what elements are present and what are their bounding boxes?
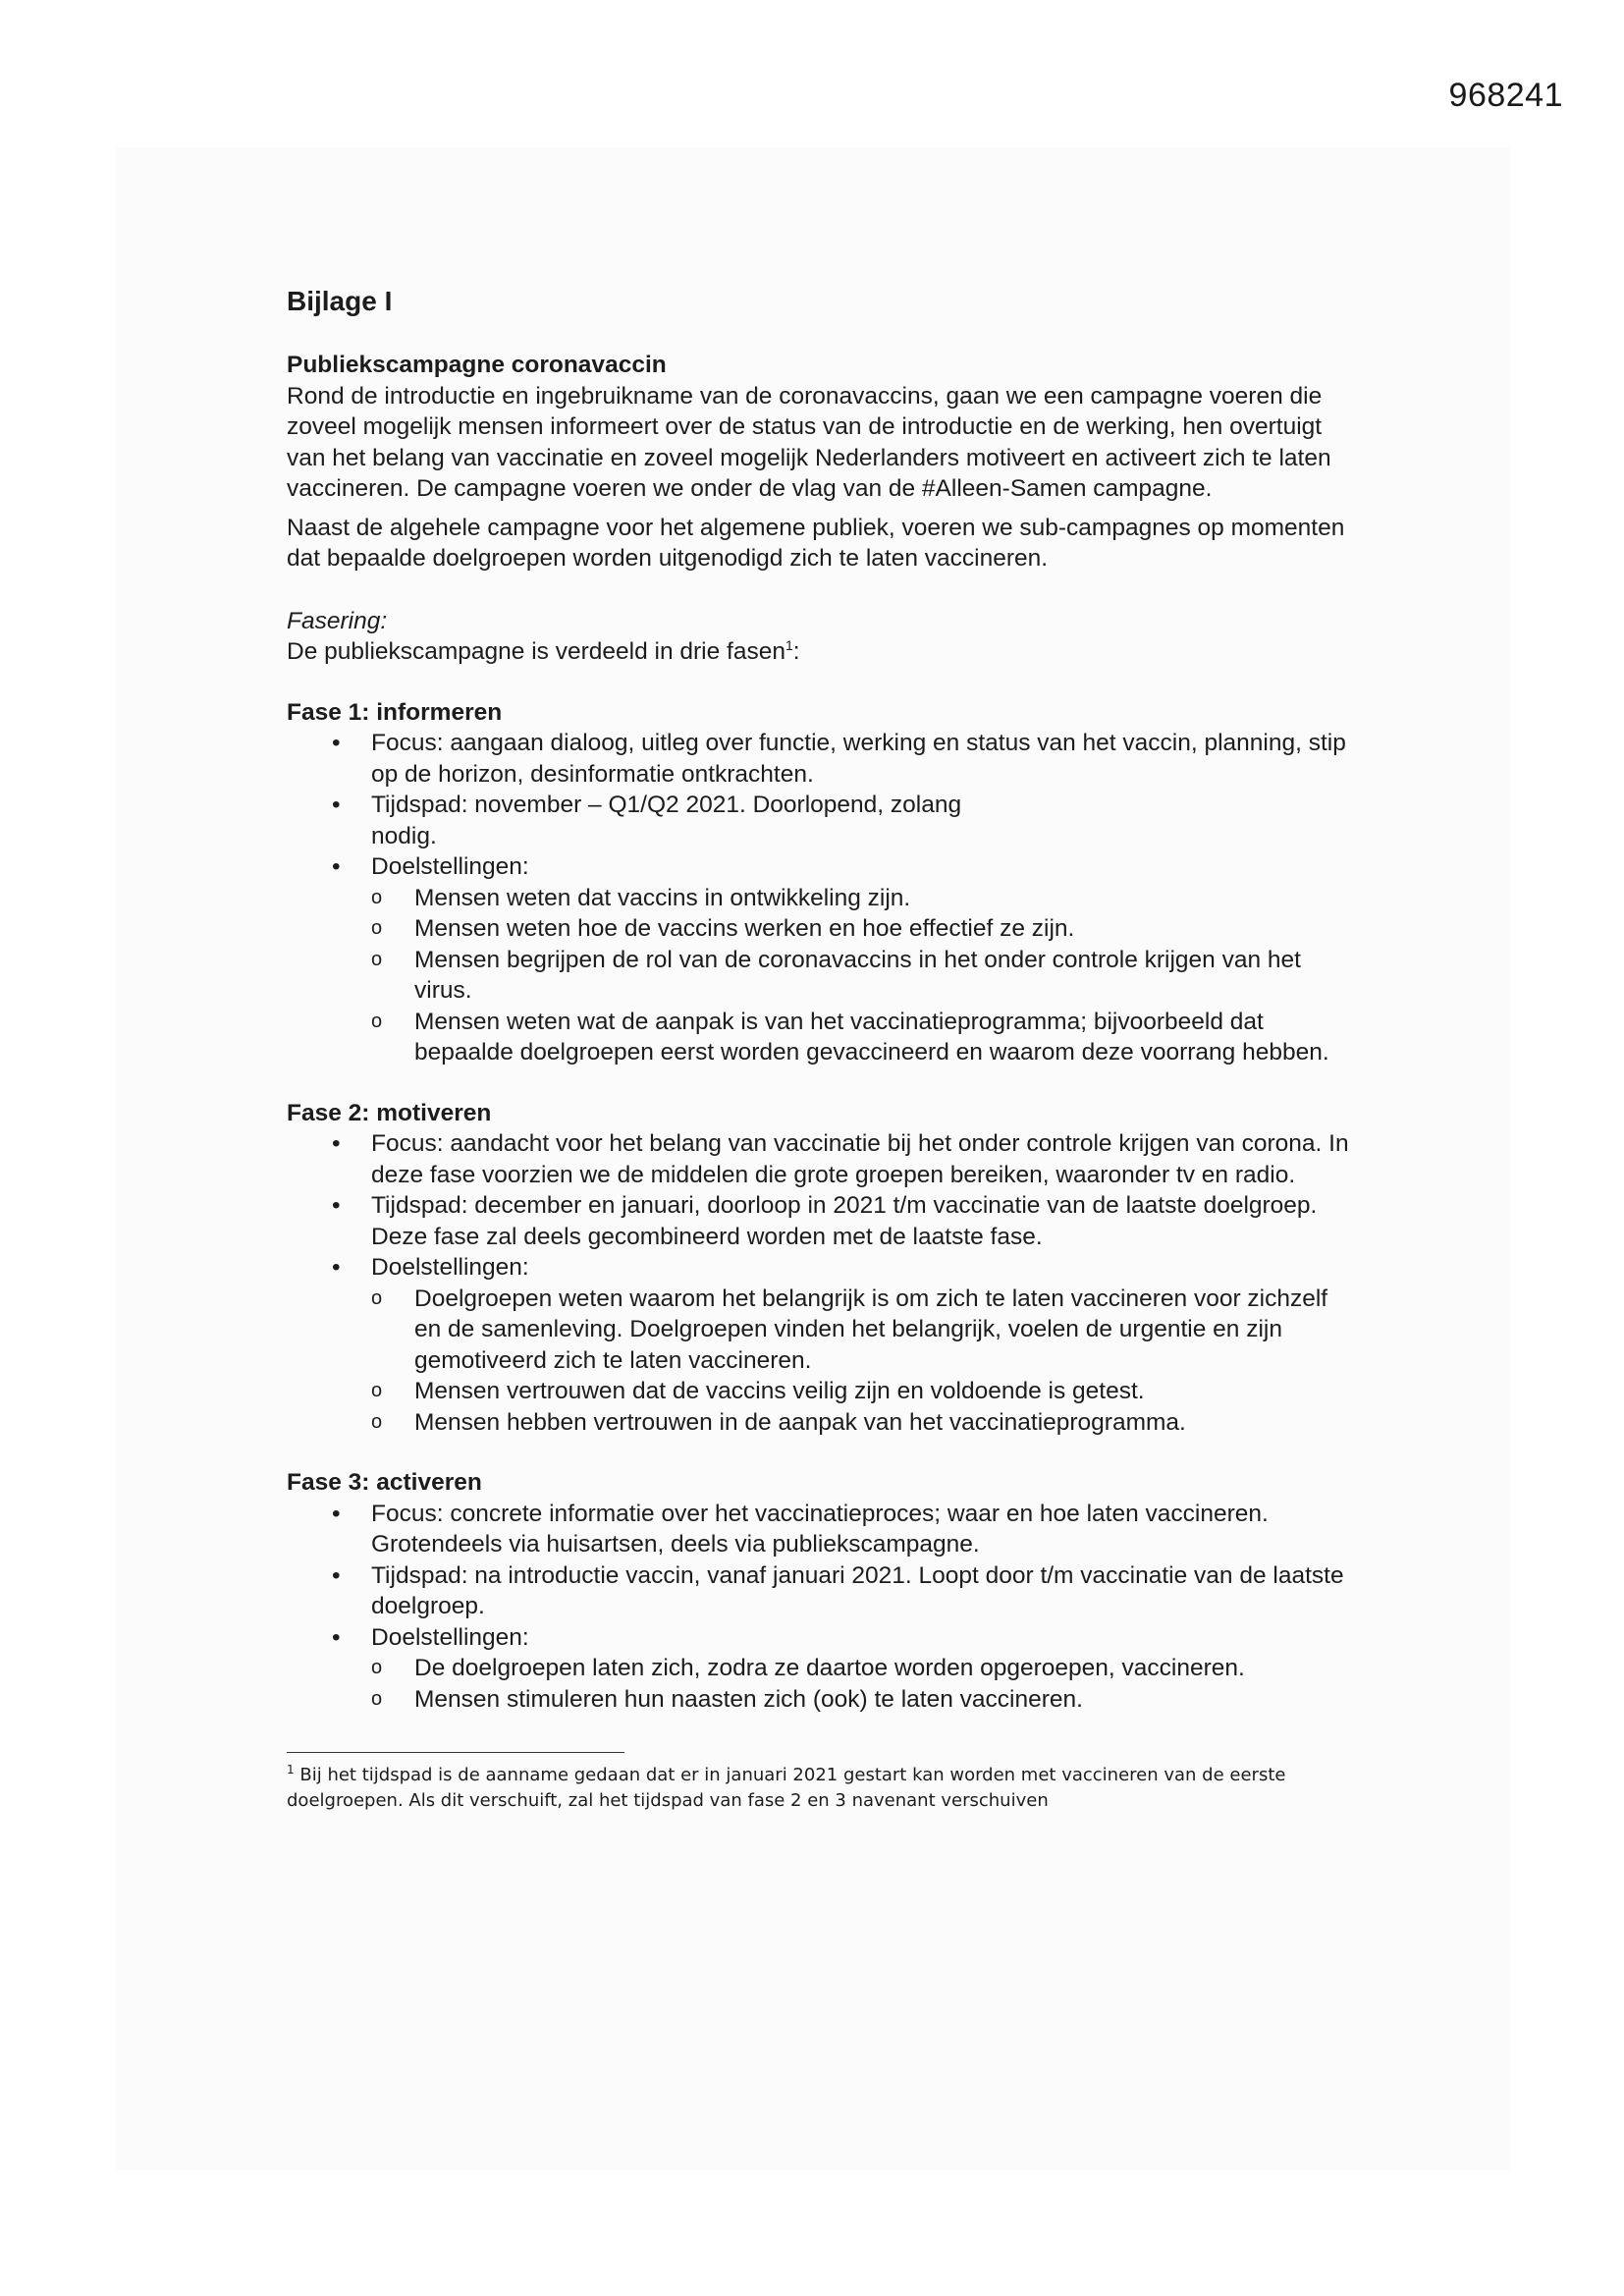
- phase-1-title: Fase 1: informeren: [287, 698, 503, 726]
- phase-2-title: Fase 2: motiveren: [287, 1099, 492, 1126]
- page-title: Bijlage I: [287, 286, 393, 316]
- list-item: [371, 1376, 1357, 1407]
- list-item: [371, 1284, 1357, 1377]
- bullet-icon: •: [332, 730, 341, 756]
- phase-2-focus: [287, 1128, 1357, 1190]
- phase-2-goals-list: [371, 1284, 1357, 1439]
- circle-bullet-icon: o: [371, 917, 383, 939]
- phase-2-doel-label: Doelstellingen:: [371, 1254, 529, 1281]
- phase-2-tijdspad: [287, 1190, 1357, 1252]
- goal-text: Mensen begrijpen de rol van de coronavaccins in het onder controle krijgen van het virus.: [414, 946, 1301, 1004]
- section-title: Publiekscampagne coronavaccin: [287, 352, 667, 378]
- phase-1-focus-text: Focus: aangaan dialoog, uitleg over functie, werking en status van het vaccin, planning, stip op de horizon, desinformatie ontkrachten.: [371, 730, 1346, 788]
- bullet-icon: •: [332, 1254, 341, 1281]
- page-content: [287, 285, 1357, 1814]
- phase-1-focus: [287, 728, 1357, 790]
- goal-text: Mensen weten wat de aanpak is van het vaccinatieprogramma; bijvoorbeeld dat bepaalde doelgroepen eerst worden gevaccineerd en waarom deze voorrang hebben.: [414, 1008, 1329, 1066]
- circle-bullet-icon: o: [371, 1657, 383, 1678]
- phase-3-focus-text: Focus: concrete informatie over het vaccinatieproces; waar en hoe laten vaccineren. Grotendeels via huisartsen, deels via publiekscampagne.: [371, 1500, 1269, 1558]
- phase-3-focus: [287, 1499, 1357, 1560]
- circle-bullet-icon: o: [371, 1380, 383, 1401]
- goal-text: Mensen weten dat vaccins in ontwikkeling zijn.: [414, 884, 911, 911]
- bullet-icon: •: [332, 1130, 341, 1157]
- phase-2-list: [287, 1128, 1357, 1438]
- document-number: 968241: [1448, 77, 1563, 114]
- goal-text: Mensen hebben vertrouwen in de aanpak van het vaccinatieprogramma.: [414, 1408, 1186, 1436]
- circle-bullet-icon: o: [371, 1687, 383, 1710]
- phase-1-goals-list: [371, 883, 1357, 1068]
- phase-2-focus-text: Focus: aandacht voor het belang van vaccinatie bij het onder controle krijgen van corona. In deze fase voorzien we de middelen die grote groepen bereiken, waaronder tv en radio.: [371, 1130, 1349, 1188]
- footnote-reference[interactable]: 1: [785, 636, 793, 653]
- list-item: [371, 1653, 1357, 1684]
- phase-3-doelstellingen: [287, 1622, 1357, 1716]
- list-item: [371, 945, 1357, 1007]
- phase-3-title: Fase 3: activeren: [287, 1469, 482, 1496]
- phase-2-doelstellingen: [287, 1252, 1357, 1438]
- goal-text: Mensen stimuleren hun naasten zich (ook) te laten vaccineren.: [414, 1685, 1083, 1713]
- bullet-icon: •: [332, 1192, 341, 1219]
- phase-3-tijdspad-text: Tijdspad: na introductie vaccin, vanaf januari 2021. Loopt door t/m vaccinatie van de laatste doelgroep.: [371, 1561, 1344, 1619]
- circle-bullet-icon: o: [371, 1286, 383, 1309]
- list-item: [371, 1007, 1357, 1068]
- phase-1-tijdspad: [287, 790, 1357, 851]
- footnote-text: Bij het tijdspad is de aanname gedaan dat er in januari 2021 gestart kan worden met vaccineren van de eerste doelgroepen. Als dit verschuift, zal het tijdspad van fase 2 en 3 navenant verschuiven: [287, 1765, 1286, 1811]
- bullet-icon: •: [332, 792, 341, 818]
- goal-text: Mensen weten hoe de vaccins werken en hoe effectief ze zijn.: [414, 915, 1075, 942]
- bullet-icon: •: [332, 1500, 341, 1527]
- phase-3-doel-label: Doelstellingen:: [371, 1623, 529, 1651]
- footnote-divider: [287, 1752, 624, 1753]
- goal-text: Doelgroepen weten waarom het belangrijk is om zich te laten vaccineren voor zichzelf en de samenleving. Doelgroepen vinden het belangrijk, voelen de urgentie en zijn gemotiveerd zich te laten vaccineren.: [414, 1285, 1328, 1374]
- list-item: [371, 883, 1357, 914]
- phase-1-list: [287, 728, 1357, 1068]
- list-item: [371, 1684, 1357, 1716]
- fasering-text-suffix: :: [792, 638, 800, 665]
- intro-paragraph-1: Rond de introductie en ingebruikname van de coronavaccins, gaan we een campagne voeren die zoveel mogelijk mensen informeert over de status van de introductie en de werking, hen overtuigt van het belang van vaccinatie en zoveel mogelijk Nederlanders motiveert en activeert zich te laten vaccineren. De campagne voeren we onder de vlag van de #Alleen-Samen campagne.: [287, 382, 1331, 502]
- fasering-label: Fasering:: [287, 607, 388, 634]
- goal-text: Mensen vertrouwen dat de vaccins veilig zijn en voldoende is getest.: [414, 1378, 1145, 1404]
- phase-3-tijdspad: [287, 1560, 1357, 1622]
- goal-text: De doelgroepen laten zich, zodra ze daartoe worden opgeroepen, vaccineren.: [414, 1655, 1245, 1681]
- intro-paragraph-2: Naast de algehele campagne voor het algemene publiek, voeren we sub-campagnes op momenten dat bepaalde doelgroepen worden uitgenodigd zich te laten vaccineren.: [287, 514, 1345, 572]
- phase-1-tijdspad-text: Tijdspad: november – Q1/Q2 2021. Doorlopend, zolang nodig.: [371, 792, 962, 849]
- list-item: [371, 913, 1357, 945]
- circle-bullet-icon: o: [371, 1410, 383, 1433]
- phase-3-list: [287, 1499, 1357, 1716]
- list-item: [371, 1407, 1357, 1439]
- fasering-text-body: De publiekscampagne is verdeeld in drie fasen: [287, 638, 785, 665]
- fasering-text: [287, 636, 1357, 668]
- footnote: [287, 1763, 1318, 1814]
- bullet-icon: •: [332, 1561, 341, 1589]
- circle-bullet-icon: o: [371, 948, 383, 970]
- circle-bullet-icon: o: [371, 1010, 383, 1032]
- phase-3-goals-list: [371, 1653, 1357, 1715]
- phase-1-doelstellingen: [287, 851, 1357, 1068]
- bullet-icon: •: [332, 1623, 341, 1651]
- phase-2-tijdspad-text: Tijdspad: december en januari, doorloop in 2021 t/m vaccinatie van de laatste doelgroep. Deze fase zal deels gecombineerd worden met de laatste fase.: [371, 1192, 1318, 1250]
- bullet-icon: •: [332, 853, 341, 880]
- footnote-number: 1: [287, 1763, 295, 1777]
- circle-bullet-icon: o: [371, 886, 383, 908]
- phase-1-doel-label: Doelstellingen:: [371, 853, 529, 880]
